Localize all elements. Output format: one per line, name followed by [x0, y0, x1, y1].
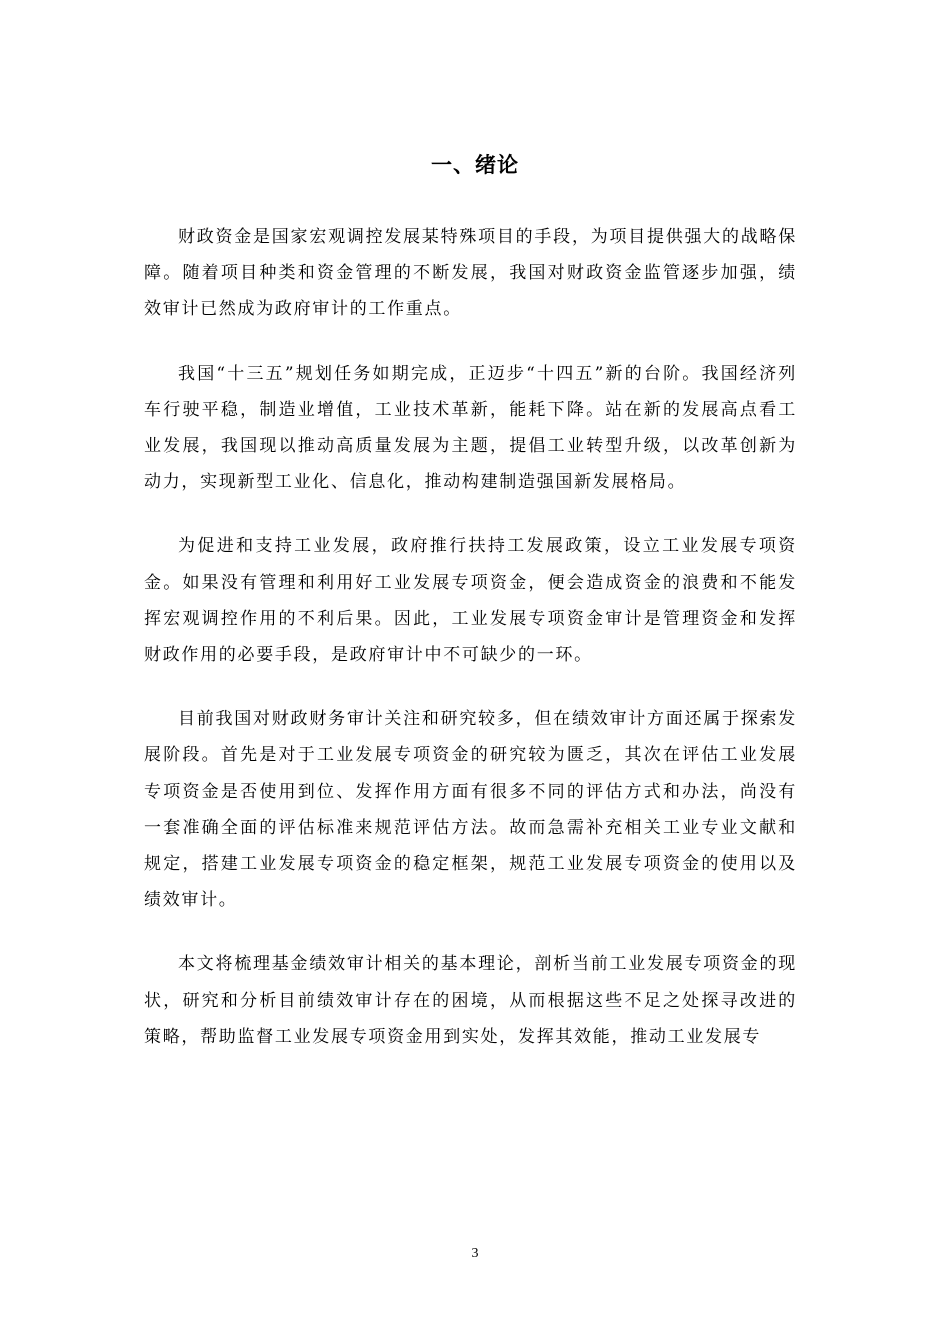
paragraph-4: 目前我国对财政财务审计关注和研究较多，但在绩效审计方面还属于探索发展阶段。首先是对于工业发展专项资金的研究较为匮乏，其次在评估工业发展专项资金是否使用到位、发挥作用方面有很多不同的评估方式和办法，尚没有一套准确全面的评估标准来规范评估方法。故而急需补充相关工业专业文献和规定，搭建工业发展专项资金的稳定框架，规范工业发展专项资金的使用以及绩效审计。: [144, 709, 797, 911]
page-number: 3: [471, 1246, 479, 1261]
paragraph-2: 我国“十三五”规划任务如期完成，正迈步“十四五”新的台阶。我国经济列车行驶平稳，制造业增值，工业技术革新，能耗下降。站在新的发展高点看工业发展，我国现以推动高质量发展为主题，提倡工业转型升级，以改革创新为动力，实现新型工业化、信息化，推动构建制造强国新发展格局。: [144, 363, 797, 493]
paragraph-1: 财政资金是国家宏观调控发展某特殊项目的手段，为项目提供强大的战略保障。随着项目种类和资金管理的不断发展，我国对财政资金监管逐步加强，绩效审计已然成为政府审计的工作重点。: [144, 227, 797, 320]
paragraph-5: 本文将梳理基金绩效审计相关的基本理论，剖析当前工业发展专项资金的现状，研究和分析目前绩效审计存在的困境，从而根据这些不足之处探寻改进的策略，帮助监督工业发展专项资金用到实处，发挥其效能，推动工业发展专: [144, 954, 797, 1047]
section-heading: 一、绪论: [431, 153, 519, 177]
paragraph-3: 为促进和支持工业发展，政府推行扶持工发展政策，设立工业发展专项资金。如果没有管理和利用好工业发展专项资金，便会造成资金的浪费和不能发挥宏观调控作用的不利后果。因此，工业发展专项资金审计是管理资金和发挥财政作用的必要手段，是政府审计中不可缺少的一环。: [144, 536, 797, 666]
body-text: [144, 219, 797, 1083]
